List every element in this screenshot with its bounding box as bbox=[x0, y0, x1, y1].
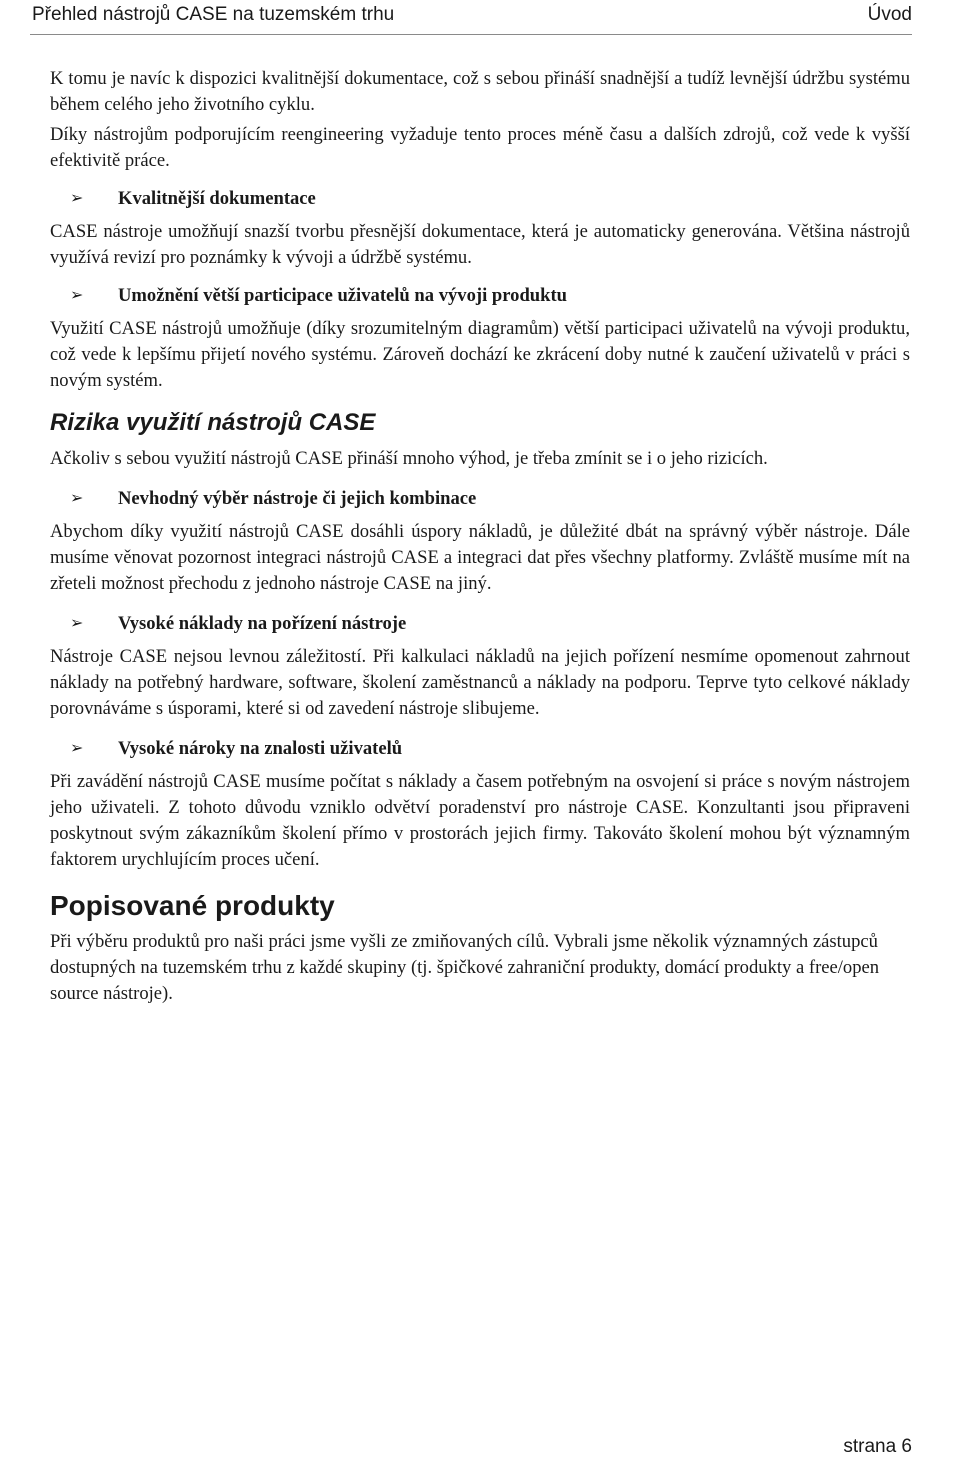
section-heading: Popisované produkty bbox=[50, 890, 335, 921]
paragraph: K tomu je navíc k dispozici kvalitnější dokumentace, což s sebou přináší snadnější a tudíž levnější údržbu systému během celého jeho životního cyklu. bbox=[50, 68, 910, 115]
paragraph: Nástroje CASE nejsou levnou záležitostí. Při kalkulaci nákladů na jejich pořízení nesmíme opomenout zahrnout náklady na potřebný hardware, software, školení zaměstnanců a náklady na podporu. Teprve tyto celkové náklady porovnáváme s úsporami, které si od zavedení nástroje slibujeme. bbox=[50, 646, 910, 719]
bullet-arrow-icon: ➢ bbox=[70, 615, 84, 632]
paragraph: Abychom díky využití nástrojů CASE dosáhli úspory nákladů, je důležité dbát na správný výběr nástroje. Dále musíme věnovat pozornost integraci nástrojů CASE a integraci dat přes všechny platformy. Zvláště musíme mít na zřeteli možnost přechodu z jednoho nástroje CASE na jiný. bbox=[50, 521, 910, 594]
bullet-heading-text: Vysoké náklady na pořízení nástroje bbox=[118, 613, 407, 634]
paragraph: Využití CASE nástrojů umožňuje (díky srozumitelným diagramům) větší participaci uživatelů na vývoji produktu, což vede k lepšímu přijetí nového systému. Zároveň dochází ke zkrácení doby nutné k zaučení uživatelů v práci s novým systém. bbox=[50, 318, 910, 391]
bullet-heading bbox=[50, 283, 910, 310]
paragraph: Díky nástrojům podporujícím reengineering vyžaduje tento proces méně času a dalších zdrojů, což vede k vyšší efektivitě práce. bbox=[50, 124, 910, 171]
section-name: Úvod bbox=[867, 4, 912, 25]
bullet-heading-text: Kvalitnější dokumentace bbox=[118, 188, 316, 209]
page-header bbox=[30, 0, 912, 35]
paragraph: Při výběru produktů pro naši práci jsme vyšli ze zmiňovaných cílů. Vybrali jsme několik významných zástupců dostupných na tuzemském trhu z každé skupiny (tj. špičkové zahraniční produkty, domácí produkty a free/open source nástroje). bbox=[50, 931, 880, 1004]
paragraph: Při zavádění nástrojů CASE musíme počítat s náklady a časem potřebným na osvojení si práce s novým nástrojem jeho uživateli. Z tohoto důvodu vzniklo odvětví poradenství pro nástroje CASE. Konzultanti jsou připraveni poskytnout svým zákazníkům školení přímo v prostorách jejich firmy. Takováto školení mohou být významným faktorem urychlujícím proces učení. bbox=[50, 771, 910, 870]
bullet-heading-text: Nevhodný výběr nástroje či jejich kombinace bbox=[118, 488, 477, 509]
paragraph: CASE nástroje umožňují snazší tvorbu přesnější dokumentace, která je automaticky generována. Většina nástrojů využívá revizí pro poznámky k vývoji a údržbě systému. bbox=[50, 221, 910, 268]
document-title: Přehled nástrojů CASE na tuzemském trhu bbox=[32, 4, 395, 25]
page-number: strana 6 bbox=[843, 1436, 912, 1457]
bullet-heading bbox=[50, 611, 910, 638]
bullet-heading bbox=[50, 736, 910, 763]
bullet-arrow-icon: ➢ bbox=[70, 190, 84, 207]
bullet-arrow-icon: ➢ bbox=[70, 287, 84, 304]
bullet-heading bbox=[50, 186, 910, 213]
bullet-heading-text: Vysoké nároky na znalosti uživatelů bbox=[118, 738, 403, 759]
paragraph: Ačkoliv s sebou využití nástrojů CASE přináší mnoho výhod, je třeba zmínit se i o jeho rizicích. bbox=[50, 448, 768, 469]
bullet-heading-text: Umožnění větší participace uživatelů na vývoji produktu bbox=[118, 285, 568, 306]
bullet-heading bbox=[50, 486, 910, 513]
bullet-arrow-icon: ➢ bbox=[70, 740, 84, 757]
bullet-arrow-icon: ➢ bbox=[70, 490, 84, 507]
section-heading: Rizika využití nástrojů CASE bbox=[50, 409, 376, 436]
page-content bbox=[50, 66, 910, 1007]
